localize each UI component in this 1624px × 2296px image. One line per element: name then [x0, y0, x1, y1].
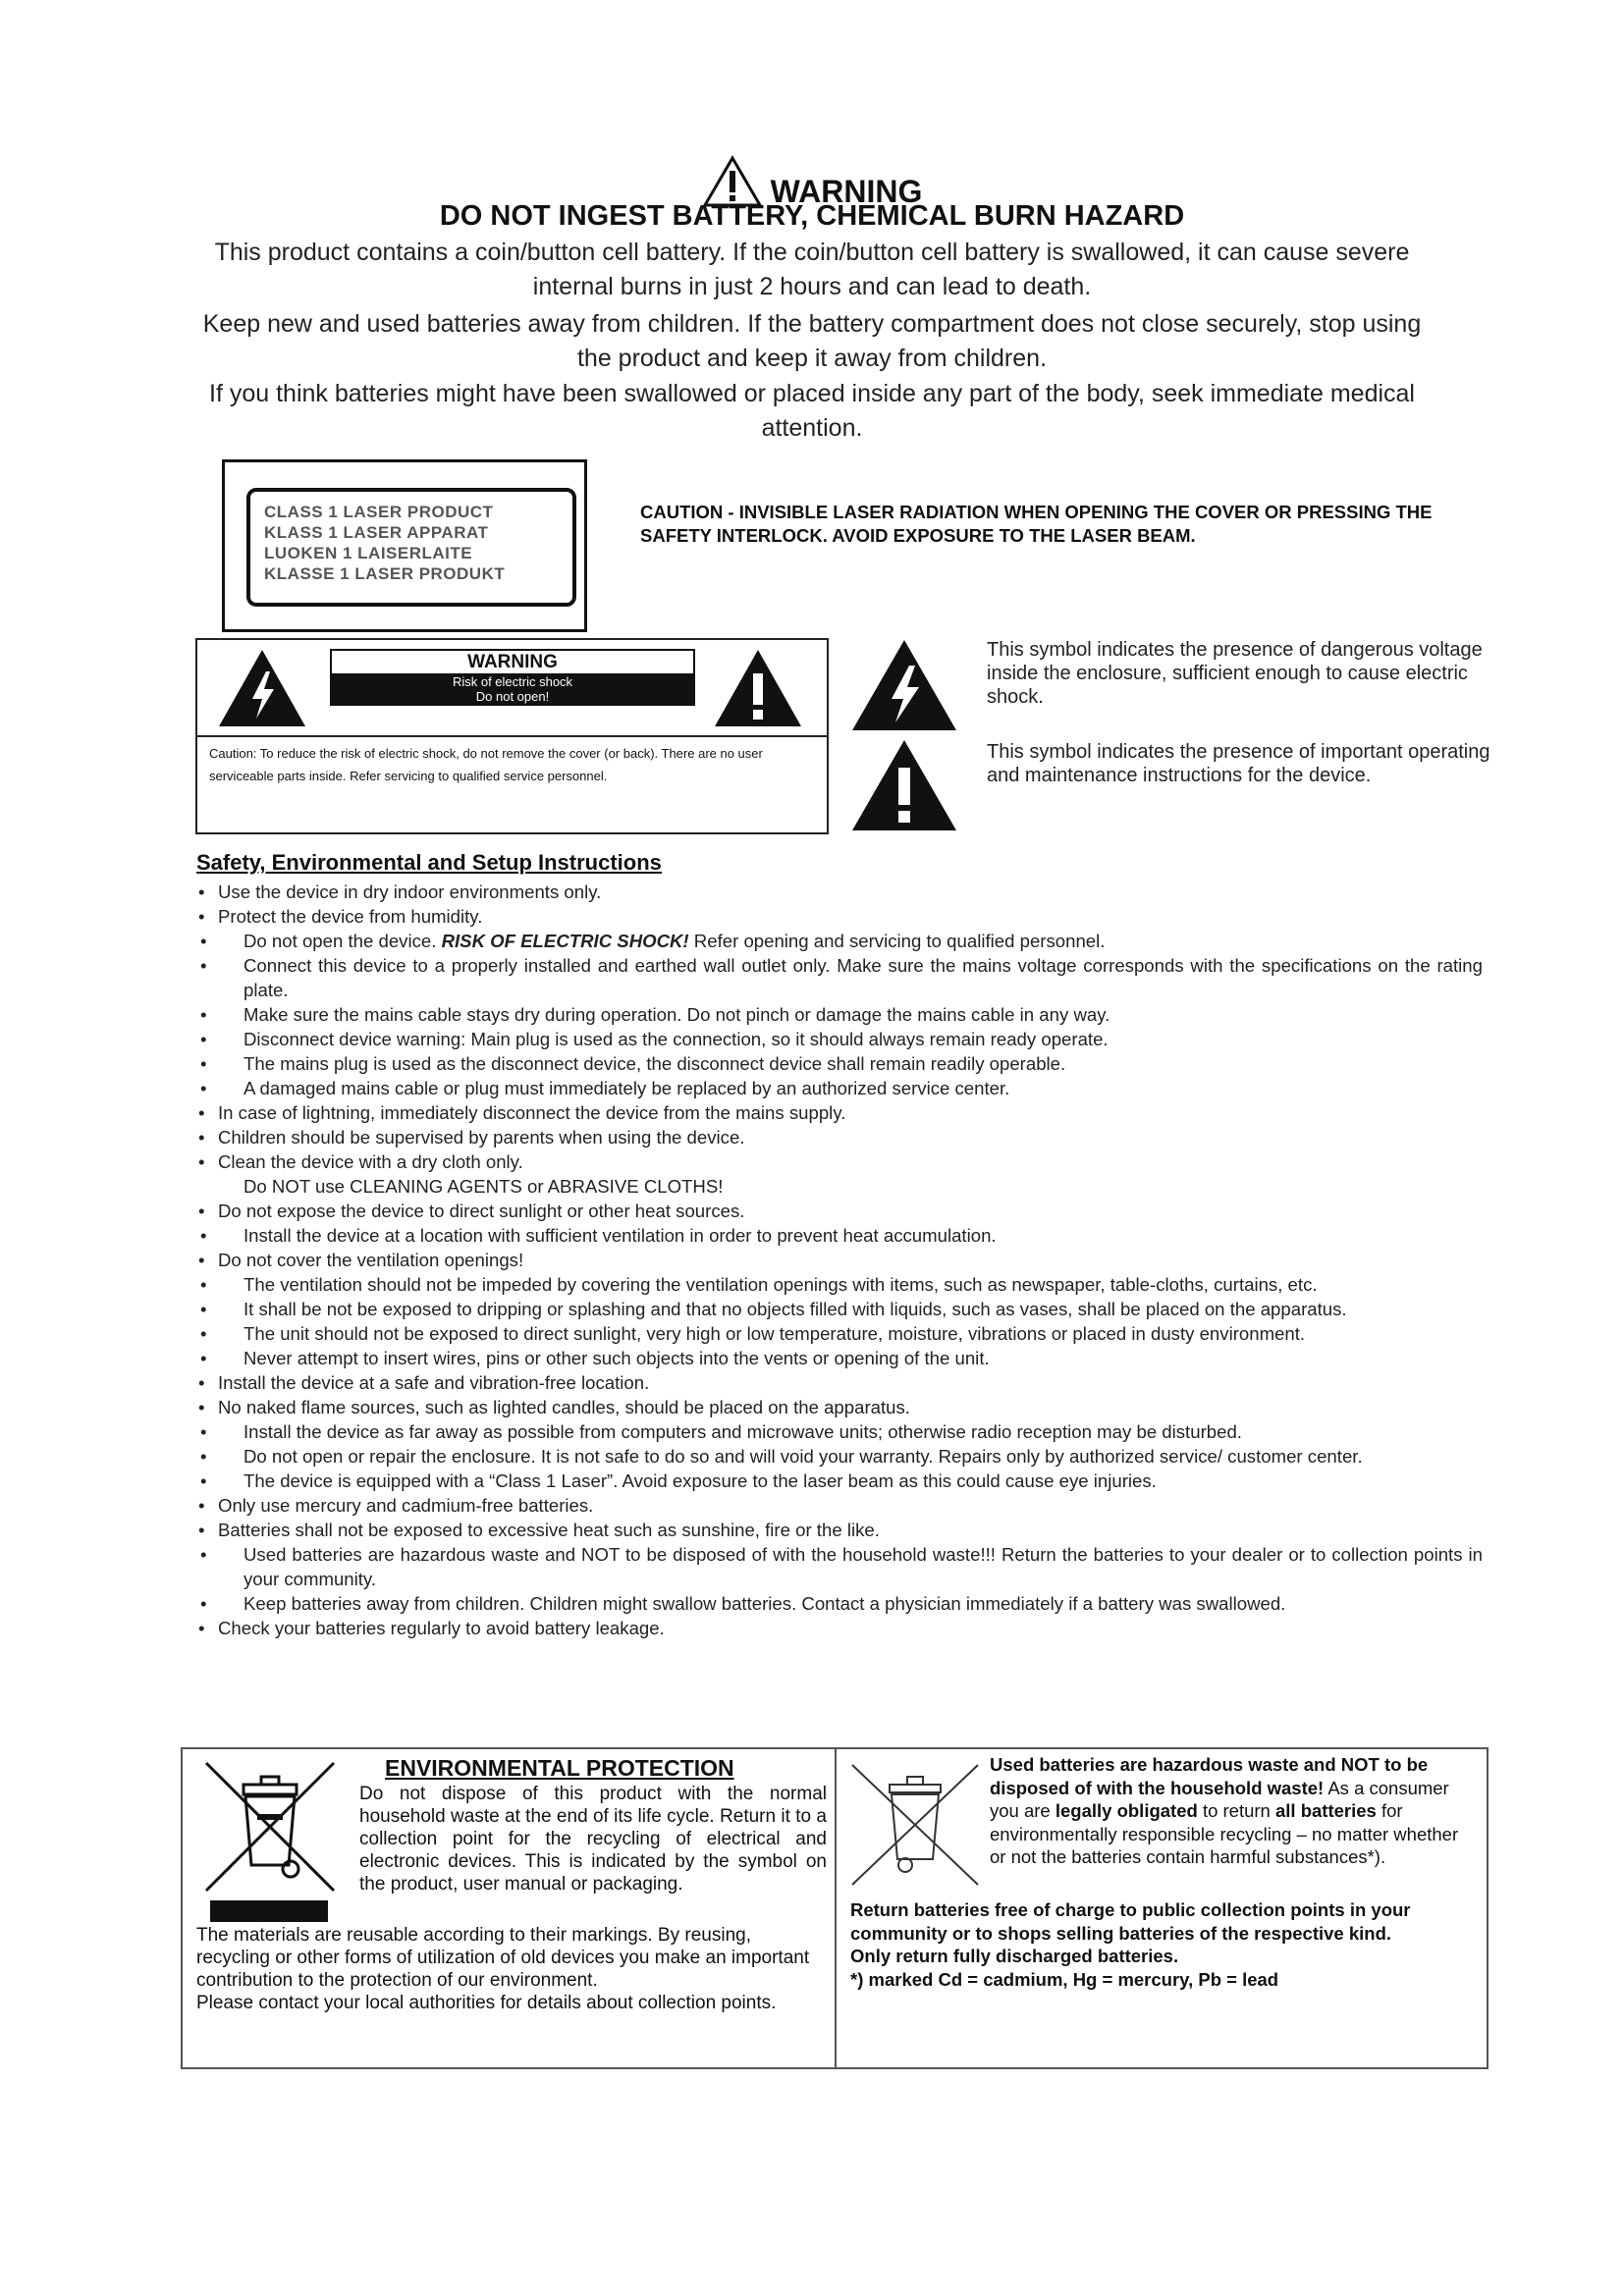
list-item: • A damaged mains cable or plug must immediately be replaced by an authorized service center. — [194, 1076, 1483, 1100]
list-item: • Connect this device to a properly installed and earthed wall outlet only. Make sure the mains voltage corresponds with the specifications on the rating plate. — [194, 953, 1483, 1002]
list-item: • Use the device in dry indoor environments only. — [194, 880, 1483, 904]
list-item: • Make sure the mains cable stays dry during operation. Do not pinch or damage the mains cable in any way. — [194, 1002, 1483, 1027]
list-item: • Install the device at a safe and vibration-free location. — [194, 1370, 1483, 1395]
list-item: • The device is equipped with a “Class 1 Laser”. Avoid exposure to the laser beam as this could cause eye injuries. — [194, 1468, 1483, 1493]
list-item: • Clean the device with a dry cloth only. — [194, 1149, 1483, 1174]
instructions-symbol-text: This symbol indicates the presence of important operating and maintenance instructions for the device. — [987, 741, 1490, 786]
list-item: • The ventilation should not be impeded by covering the ventilation openings with items, such as newspaper, table-cloths, curtains, etc. — [194, 1272, 1483, 1297]
list-item: • Do not open or repair the enclosure. It is not safe to do so and will void your warranty. Repairs only by authorized service/ customer center. — [194, 1444, 1483, 1468]
list-item: • Install the device as far away as possible from computers and microwave units; otherwise radio reception may be disturbed. — [194, 1419, 1483, 1444]
laser-caution-text: CAUTION - INVISIBLE LASER RADIATION WHEN OPENING THE COVER OR PRESSING THE SAFETY INTERLOCK. AVOID EXPOSURE TO THE LASER BEAM. — [640, 502, 1433, 546]
battery-warning-para-2: Keep new and used batteries away from children. If the battery compartment does not close securely, stop using the product and keep it away from children. — [202, 310, 1422, 372]
electric-shock-icon — [217, 648, 307, 728]
safety-list — [194, 880, 1483, 1640]
divider — [197, 735, 827, 737]
list-item: • In case of lightning, immediately disconnect the device from the mains supply. — [194, 1100, 1483, 1125]
electric-shock-icon — [850, 638, 958, 732]
crossed-bin-icon — [196, 1759, 344, 1896]
safety-heading: Safety, Environmental and Setup Instructions — [196, 850, 662, 875]
environmental-heading: ENVIRONMENTAL PROTECTION — [385, 1755, 734, 1781]
env-paragraph-2: The materials are reusable according to their markings. By reusing, recycling or other forms of utilization of old devices you make an important contribution to the protection of our environment. Please contact your local authorities for details about collection points. — [196, 1925, 810, 2013]
list-item: • Do not expose the device to direct sunlight or other heat sources. — [194, 1199, 1483, 1223]
battery-warning-para-3: If you think batteries might have been swallowed or placed inside any part of the body, seek immediate medical attention. — [209, 380, 1415, 442]
list-item: • Protect the device from humidity. — [194, 904, 1483, 929]
list-item-sub: Do NOT use CLEANING AGENTS or ABRASIVE CLOTHS! — [244, 1176, 724, 1197]
shock-caution-text: Caution: To reduce the risk of electric shock, do not remove the cover (or back). There are no user serviceable parts inside. Refer servicing to qualified service personnel. — [209, 746, 763, 783]
list-item: • Children should be supervised by parents when using the device. — [194, 1125, 1483, 1149]
shock-risk-banner: Risk of electric shock Do not open! — [330, 673, 695, 706]
list-item: • Disconnect device warning: Main plug is used as the connection, so it should always remain ready operate. — [194, 1027, 1483, 1051]
battery-warning-para-1: This product contains a coin/button cell battery. If the coin/button cell battery is swallowed, it can cause severe internal burns in just 2 hours and can lead to death. — [214, 239, 1410, 300]
list-item: • Only use mercury and cadmium-free batteries. — [194, 1493, 1483, 1518]
laser-label-box — [222, 459, 587, 632]
list-item: • Do not open the device. RISK OF ELECTRIC SHOCK! Refer opening and servicing to qualified personnel. — [194, 929, 1483, 953]
env-paragraph-1: Do not dispose of this product with the normal household waste at the end of its life cycle. Return it to a collection point for the recycling of electrical and electronic devices. This is indicated by the symbol on the product, user manual or packaging. — [359, 1784, 827, 1895]
divider — [835, 1749, 837, 2067]
laser-label-line: KLASSE 1 LASER PRODUKT — [264, 564, 506, 583]
list-item: • Used batteries are hazardous waste and NOT to be disposed of with the household waste!!! Return the batteries to your dealer or to collection points in your community. — [194, 1542, 1483, 1591]
list-item: • Never attempt to insert wires, pins or other such objects into the vents or opening of the unit. — [194, 1346, 1483, 1370]
laser-label-line: CLASS 1 LASER PRODUCT — [264, 503, 494, 521]
list-item: • Check your batteries regularly to avoid battery leakage. — [194, 1616, 1483, 1640]
exclamation-warning-icon — [850, 738, 958, 832]
environmental-box — [181, 1747, 1489, 2069]
laser-label — [246, 488, 576, 607]
crossed-bin-icon — [846, 1761, 984, 1889]
voltage-symbol-text: This symbol indicates the presence of dangerous voltage inside the enclosure, sufficient enough to cause electric shock. — [987, 639, 1483, 708]
list-item: • Install the device at a location with sufficient ventilation in order to prevent heat accumulation. — [194, 1223, 1483, 1248]
battery-return-text: Return batteries free of charge to public collection points in your community or to shops selling batteries of the respective kind. Only return fully discharged batteries. *) marked Cd = cadmium, Hg = mercury, Pb = lead — [850, 1899, 1411, 1990]
laser-label-line: LUOKEN 1 LAISERLAITE — [264, 544, 473, 562]
list-item: • Keep batteries away from children. Children might swallow batteries. Contact a physician immediately if a battery was swallowed. — [194, 1591, 1483, 1616]
exclamation-warning-icon — [713, 648, 803, 728]
list-item: • Do not cover the ventilation openings! — [194, 1248, 1483, 1272]
black-bar — [210, 1900, 328, 1922]
list-item: • The unit should not be exposed to direct sunlight, very high or low temperature, moisture, vibrations or placed in dusty environment. — [194, 1321, 1483, 1346]
list-item: • Batteries shall not be exposed to excessive heat such as sunshine, fire or the like. — [194, 1518, 1483, 1542]
list-item: • No naked flame sources, such as lighted candles, should be placed on the apparatus. — [194, 1395, 1483, 1419]
battery-disposal-text: Used batteries are hazardous waste and NOT to be disposed of with the household waste! As a consumer you are legally obligated to return all batteries for environmentally responsible recycling – no matter whether or not the batteries contain harmful substances*). — [990, 1754, 1459, 1867]
shock-warning-box — [195, 638, 829, 834]
warning-title: WARNING — [0, 155, 1624, 210]
shock-warning-label: WARNING — [330, 649, 695, 675]
list-item: • It shall be not be exposed to dripping or splashing and that no objects filled with liquids, such as vases, shall be placed on the apparatus. — [194, 1297, 1483, 1321]
list-item: • The mains plug is used as the disconnect device, the disconnect device shall remain readily operable. — [194, 1051, 1483, 1076]
hazard-title: DO NOT INGEST BATTERY, CHEMICAL BURN HAZARD — [439, 200, 1185, 232]
laser-label-line: KLASS 1 LASER APPARAT — [264, 523, 489, 542]
